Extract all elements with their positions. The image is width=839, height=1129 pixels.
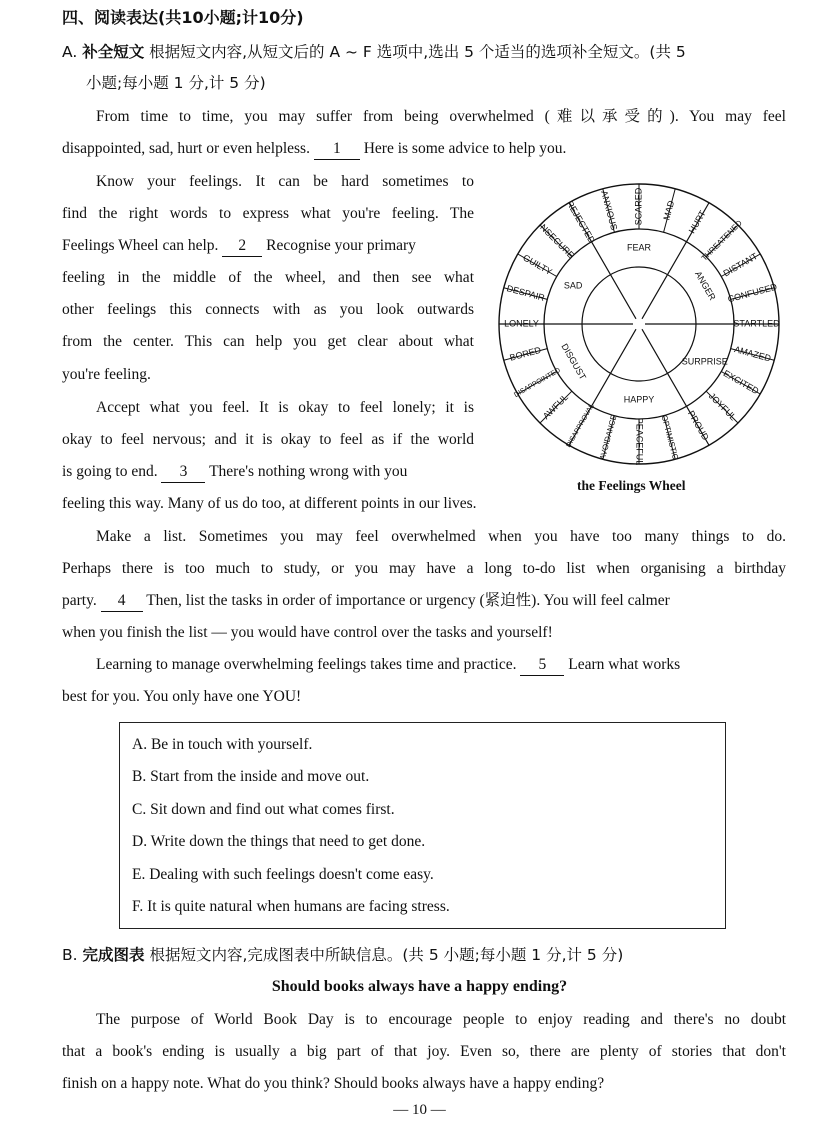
part-b-passage-title: Should books always have a happy ending? xyxy=(271,978,568,995)
p2-line4: feeling in the middle of the wheel, and then see what xyxy=(62,269,474,286)
p5-line2: best for you. You only have one YOU! xyxy=(62,688,302,705)
p2-line3-text-a: Feelings Wheel can help. xyxy=(62,237,219,254)
part-b-letter: B. xyxy=(62,946,83,964)
wheel-label-fear: FEAR xyxy=(626,242,652,253)
wheel-label-disapproval: DISAPPROVAL xyxy=(565,403,596,449)
wheel-label-joyful: JOYFUL xyxy=(706,390,739,423)
option-b: B. Start from the inside and move out. xyxy=(132,768,370,785)
option-a: A. Be in touch with yourself. xyxy=(132,736,313,753)
wheel-label-peaceful: PEACEFUL xyxy=(634,417,645,466)
page-number: — 10 — xyxy=(393,1102,446,1118)
p5-line1-text-b: Learn what works xyxy=(568,656,681,673)
wheel-label-lonely: LONELY xyxy=(504,318,539,329)
p2-line3-text-b: Recognise your primary xyxy=(266,237,416,254)
section-heading: 四、阅读表达(共10小题;计10分) xyxy=(62,8,304,27)
p1-line2-text-a: disappointed, sad, hurt or even helpless. xyxy=(62,140,310,157)
p3-line4: feeling this way. Many of us do too, at different points in our lives. xyxy=(62,495,477,512)
wheel-label-bored: BORED xyxy=(508,344,543,363)
option-c: C. Sit down and find out what comes first. xyxy=(132,801,395,818)
p1-line2 xyxy=(62,139,566,160)
p3-line3-text-b: There's nothing wrong with you xyxy=(209,463,408,480)
wheel-label-surprise: SURPRISE xyxy=(681,356,728,367)
wheel-label-avoidance: AVOIDANCE xyxy=(597,413,619,462)
p3-line1: Accept what you feel. It is okay to feel lonely; it is xyxy=(96,399,474,416)
part-b-title: 完成图表 xyxy=(82,946,145,964)
blank-1: 1 xyxy=(314,139,360,160)
option-f: F. It is quite natural when humans are facing stress. xyxy=(132,898,450,915)
wheel-label-anxious: ANXIOUS xyxy=(599,189,620,232)
p4-line3-text-a: party. xyxy=(62,592,97,609)
p3-line3 xyxy=(62,462,407,483)
part-a-heading xyxy=(62,42,686,62)
part-b-line3: finish on a happy note. What do you think? Should books always have a happy ending? xyxy=(62,1075,605,1092)
part-b-instruction: 根据短文内容,完成图表中所缺信息。(共 5 小题;每小题 1 分,计 5 分) xyxy=(144,946,624,964)
wheel-label-disgust: DISGUST xyxy=(559,341,589,382)
blank-3: 3 xyxy=(161,462,205,483)
p5-line1 xyxy=(96,655,680,676)
wheel-label-distant: DISTANT xyxy=(721,250,760,279)
part-a-heading-cont: 小题;每小题 1 分,计 5 分) xyxy=(86,74,266,92)
wheel-label-scared: SCARED xyxy=(633,187,644,226)
options-box xyxy=(119,722,726,929)
wheel-label-amazed: AMAZED xyxy=(733,344,773,364)
p2-line5: other feelings this connects with as you look outwards xyxy=(62,301,474,318)
blank-5: 5 xyxy=(520,655,564,676)
option-d: D. Write down the things that need to get done. xyxy=(132,833,426,850)
part-b-line2: that a book's ending is usually a big part of that joy. Even so, there are plenty of stories that don't xyxy=(62,1043,786,1060)
wheel-label-anger: ANGER xyxy=(693,269,718,303)
p3-line3-text-a: is going to end. xyxy=(62,463,158,480)
p5-line1-text-a: Learning to manage overwhelming feelings takes time and practice. xyxy=(96,656,517,673)
wheel-label-hurt: HURT xyxy=(686,208,708,236)
part-a-title: 补全短文 xyxy=(82,43,145,61)
wheel-label-despair: DESPAIR xyxy=(505,283,546,303)
option-e: E. Dealing with such feelings doesn't come easy. xyxy=(132,866,434,883)
p2-line1: Know your feelings. It can be hard sometimes to xyxy=(96,173,474,190)
part-a-instruction: 根据短文内容,从短文后的 A ~ F 选项中,选出 5 个适当的选项补全短文。(共 5 xyxy=(144,43,686,61)
p2-line6: from the center. This can help you get clear about what xyxy=(62,333,474,350)
p2-line7: you're feeling. xyxy=(62,366,151,383)
wheel-label-threatened: THREATENED xyxy=(699,218,744,263)
wheel-label-sad: SAD xyxy=(563,280,583,291)
wheel-label-happy: HAPPY xyxy=(623,394,655,405)
p4-line1: Make a list. Sometimes you may feel overwhelmed when you have too many things to do. xyxy=(96,528,786,545)
feelings-wheel xyxy=(497,182,781,466)
wheel-label-insecure: INSECURE xyxy=(536,220,577,261)
wheel-label-guilty: GUILTY xyxy=(521,252,554,277)
wheel-label-mad: MAD xyxy=(661,199,677,222)
blank-4: 4 xyxy=(101,591,143,612)
p2-line3 xyxy=(62,236,416,257)
wheel-label-excited: EXCITED xyxy=(721,368,761,397)
blank-2: 2 xyxy=(222,236,262,257)
wheel-label-awful: AWFUL xyxy=(540,392,571,422)
p2-line2: find the right words to express what you're feeling. The xyxy=(62,205,474,222)
part-a-letter: A. xyxy=(62,43,83,61)
wheel-label-rejected: REJECTED xyxy=(564,198,598,246)
p3-line2: okay to feel nervous; and it is okay to feel as if the world xyxy=(62,431,474,448)
p4-line2: Perhaps there is too much to study, or you may have a long to-do list when organising a birthday xyxy=(62,560,786,577)
p4-line3-text-b: Then, list the tasks in order of importance or urgency (紧迫性). You will feel calmer xyxy=(146,592,670,609)
p4-line3 xyxy=(62,591,670,612)
part-b-heading xyxy=(62,945,623,965)
p1-line2-text-b: Here is some advice to help you. xyxy=(363,140,567,157)
wheel-label-startled: STARTLED xyxy=(733,318,780,329)
wheel-label-disappointed: DISAPPOINTED xyxy=(513,366,562,400)
part-b-line1: The purpose of World Book Day is to encourage people to enjoy reading and there's no doubt xyxy=(96,1011,786,1028)
p1-line1: From time to time, you may suffer from being overwhelmed (难以承受的). You may feel xyxy=(96,108,786,125)
wheel-label-optimistic: OPTIMISTIC xyxy=(659,414,681,461)
wheel-label-confused: CONFUSED xyxy=(726,281,779,305)
p4-line4: when you finish the list — you would have control over the tasks and yourself! xyxy=(62,624,553,641)
wheel-label-proud: PROUD xyxy=(685,408,711,443)
feelings-wheel-caption: the Feelings Wheel xyxy=(577,478,686,493)
